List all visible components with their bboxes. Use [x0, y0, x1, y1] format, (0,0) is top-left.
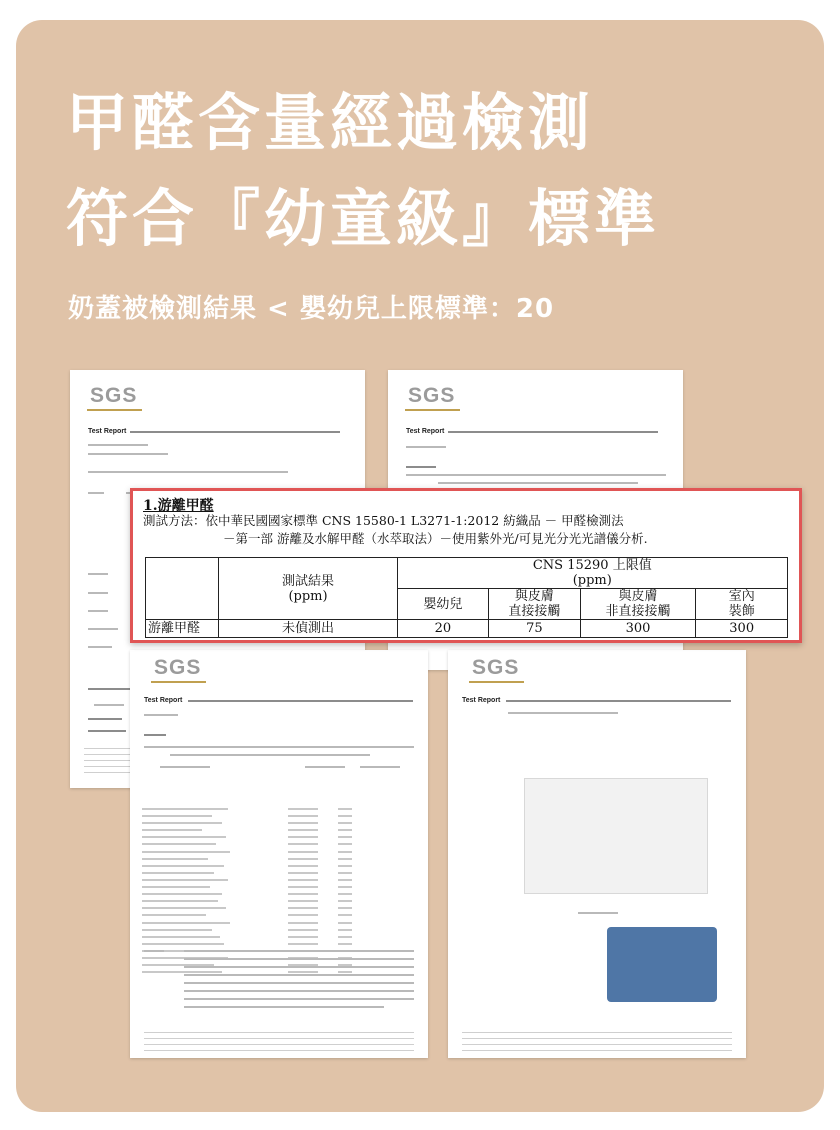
- sgs-logo: SGS: [408, 384, 456, 407]
- limit-header: CNS 15290 上限值: [532, 558, 652, 573]
- result-unit: (ppm): [288, 588, 328, 604]
- subtitle: 奶蓋被檢測結果 < 嬰幼兒上限標準：20: [68, 294, 555, 324]
- result-table: [145, 557, 788, 638]
- sgs-logo: SGS: [154, 656, 202, 679]
- report-page-3: [130, 650, 428, 1058]
- limit-indirect-header: 與皮膚 非直接接觸: [580, 589, 696, 620]
- row-label: 游離甲醛: [146, 620, 219, 638]
- section-heading: 1.游離甲醛: [143, 498, 214, 514]
- sgs-logo: SGS: [90, 384, 138, 407]
- result-header: 測試結果: [282, 573, 335, 589]
- limit-indoor-header: 室內 裝飾: [696, 589, 788, 620]
- row-result: 未偵測出: [219, 620, 397, 638]
- test-report-label: Test Report: [88, 428, 127, 435]
- method-line-2: －第一部 游離及水解甲醛（水萃取法）－使用紫外光/可見光分光光譜儀分析.: [223, 531, 648, 546]
- limit-indirect-value: 300: [580, 620, 696, 638]
- headline-line-2: 符合『幼童級』標準: [66, 182, 661, 255]
- report-page-4: [448, 650, 746, 1058]
- test-report-label: Test Report: [144, 697, 183, 704]
- headline-line-1: 甲醛含量經過檢測: [66, 86, 595, 159]
- background-panel: [16, 20, 824, 1112]
- formaldehyde-result-highlight: [130, 488, 802, 643]
- limit-infant-header: 嬰幼兒: [397, 589, 489, 620]
- test-report-label: Test Report: [462, 697, 501, 704]
- limit-unit: (ppm): [572, 573, 612, 588]
- method-line-1: 測試方法：依中華民國國家標準 CNS 15580-1 L3271-1:2012 紡織品 － 甲醛檢測法: [143, 513, 624, 528]
- sgs-logo: SGS: [472, 656, 520, 679]
- limit-direct-value: 75: [489, 620, 581, 638]
- test-report-label: Test Report: [406, 428, 445, 435]
- sample-photo: [524, 778, 708, 894]
- limit-indoor-value: 300: [696, 620, 788, 638]
- limit-direct-header: 與皮膚 直接接觸: [489, 589, 581, 620]
- limit-infant-value: 20: [397, 620, 489, 638]
- fabric-sample: [607, 927, 717, 1002]
